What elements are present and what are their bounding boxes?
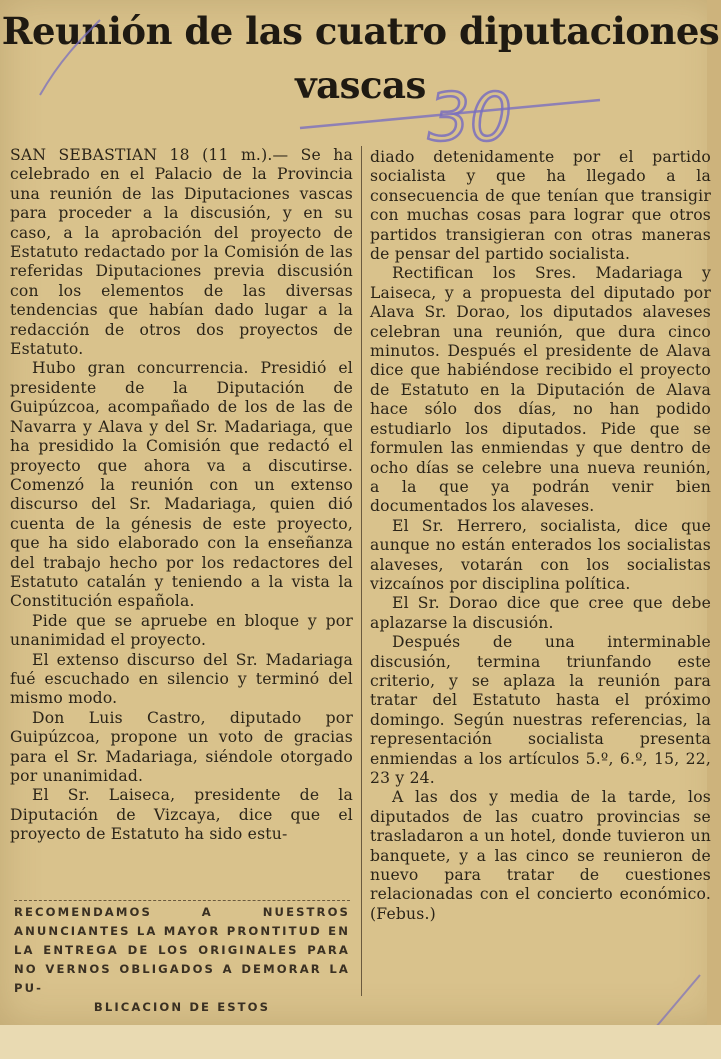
handwritten-number: 30 xyxy=(428,79,512,156)
paragraph: El extenso discurso del Sr. Madariaga fué escuchado en silencio y terminó del mismo modo. xyxy=(10,650,353,708)
title-line-2: vascas xyxy=(295,63,426,107)
paragraph: Después de una interminable discusión, termina triunfando este criterio, y se aplaza la reunión para tratar del Estatuto hasta el próximo domingo. Según nuestras referencias, la representación socialista presenta enmiendas a los artículos 5.º, 6.º, 15, 22, 23 y 24. xyxy=(370,633,711,787)
notice-text: RECOMENDAMOS A NUESTROS ANUNCIANTES LA MAYOR PRONTITUD EN LA ENTREGA DE LOS ORIGINALES PARA NO VERNOS OBLIGADOS A DEMORAR LA PU- xyxy=(14,905,350,995)
paragraph: El Sr. Laiseca, presidente de la Diputación de Vizcaya, dice que el proyecto de Estatuto ha sido estu- xyxy=(10,786,353,844)
paragraph: SAN SEBASTIAN 18 (11 m.).— Se ha celebrado en el Palacio de la Provincia una reunión de las Diputaciones vascas para proceder a la discusión, y en su caso, a la aprobación del proyecto de Estatuto redactado por la Comisión de las referidas Diputaciones previa discusión con los elementos de las diversas tendencias que habían dado lugar a la redacción de otros dos proyectos de Estatuto. xyxy=(10,146,353,359)
column-divider xyxy=(361,146,362,996)
article-title xyxy=(0,4,721,112)
background-strip xyxy=(0,1025,721,1059)
notice-divider xyxy=(14,900,350,901)
paragraph: A las dos y media de la tarde, los diputados de las cuatro provincias se trasladaron a un hotel, donde tuvieron un banquete, y a las cinco se reunieron de nuevo para tratar de cuestiones relacionadas con el concierto económico. (Febus.) xyxy=(370,788,711,923)
paragraph: Hubo gran concurrencia. Presidió el presidente de la Diputación de Guipúzcoa, acompañado de los de las de Navarra y Alava y del Sr. Madariaga, que ha presidido la Comisión que redactó el proyecto que ahora va a discutirse. Comenzó la reunión con un extenso discurso del Sr. Madariaga, quien dió cuenta de la génesis de este proyecto, que ha sido elaborado con la enseñanza del trabajo hecho por los redactores del Estatuto catalán y teniendo a la vista la Constitución española. xyxy=(10,359,353,611)
notice-last-line: BLICACION DE ESTOS xyxy=(93,1000,271,1014)
paragraph: El Sr. Dorao dice que cree que debe aplazarse la discusión. xyxy=(370,594,711,632)
right-column xyxy=(370,148,711,924)
paragraph: diado detenidamente por el partido socialista y que ha llegado a la consecuencia de que tenían que transigir con muchas cosas para lograr que otros partidos transigieran con otras maneras de pensar del partido socialista. xyxy=(370,148,711,264)
paragraph: El Sr. Herrero, socialista, dice que aunque no están enterados los socialistas alaveses, votarán con los socialistas vizcaínos por disciplina política. xyxy=(370,516,711,593)
advertisers-notice xyxy=(14,900,350,1017)
title-line-1: Reunión de las cuatro diputaciones xyxy=(1,9,720,53)
paragraph: Rectifican los Sres. Madariaga y Laiseca, y a propuesta del diputado por Alava Sr. Dorao, los diputados alaveses celebran una reunión, que dura cinco minutos. Después el presidente de Alava dice que habiéndose recibido el proyecto de Estatuto en la Diputación de Alava hace sólo dos días, no han podido estudiarlo los diputados. Pide que se formulen las enmiendas y que dentro de ocho días se celebre una nueva reunión, a la que ya podrán venir bien documentados los alaveses. xyxy=(370,264,711,516)
paragraph: Don Luis Castro, diputado por Guipúzcoa, propone un voto de gracias para el Sr. Madariaga, siéndole otorgado por unanimidad. xyxy=(10,708,353,785)
left-column xyxy=(10,146,353,845)
paragraph: Pide que se apruebe en bloque y por unanimidad el proyecto. xyxy=(10,611,353,650)
